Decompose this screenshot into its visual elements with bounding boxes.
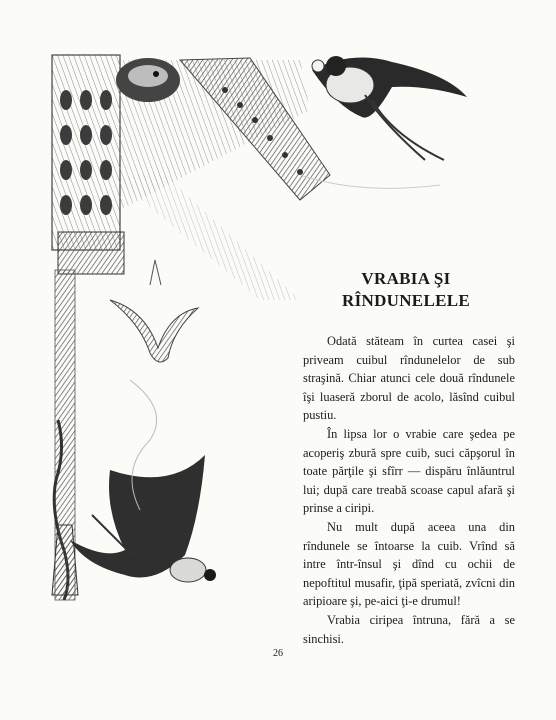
page-number: 26 [273, 648, 283, 659]
story-title-line-2: RÎNDUNELELE [342, 291, 470, 310]
story-title-line-1: VRABIA ŞI [361, 269, 451, 288]
story-paragraph: Nu mult după aceea una din rîndunele se întoarse la cuib. Vrînd să intre într-însul şi dînd cu ochii de nepoftitul musafir, ţipă speriată, zvîcni din aripioare şi, pe-aici ţi-e drumul! [303, 519, 515, 609]
sparrow-in-nest-icon [116, 58, 180, 102]
swallow-with-nest-icon [312, 56, 467, 160]
diving-swallow-icon [70, 455, 216, 582]
story-body [303, 332, 515, 648]
story-paragraph: Odată stăteam în curtea casei şi priveam cuibul rîndunelelor de sub straşină. Chiar atunci cele două rîndunele îşi luaseră zborul de acolo, lăsînd cuibul pustiu. [303, 334, 515, 423]
story-title [300, 268, 512, 312]
story-paragraph: În lipsa lor o vrabie care şedea pe acoperiş zbură spre cuib, suci căpşorul în toate părţile şi sfîrr — dispăru înlăuntrul lui; după care treabă scoase capul afară şi prinse a ciripi. [303, 426, 515, 516]
story-paragraph: Vrabia ciripea întruna, fără a se sinchisi. [303, 612, 515, 646]
flying-swallow-icon [110, 260, 198, 362]
